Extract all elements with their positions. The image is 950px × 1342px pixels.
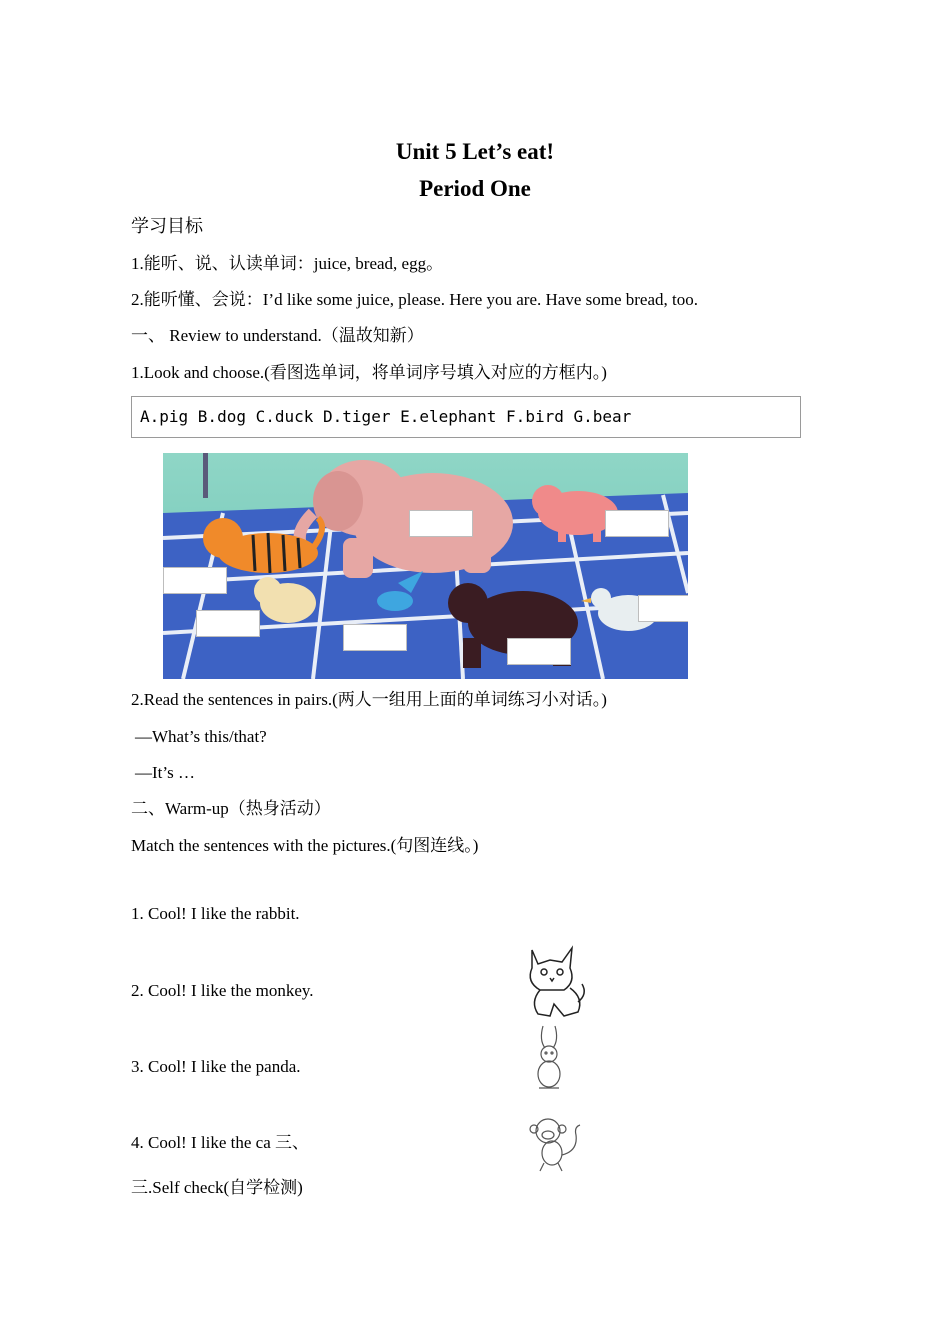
match-sentence-3: 3. Cool! I like the panda.	[131, 1057, 301, 1076]
unit-title: Unit 5 Let’s eat!	[395, 139, 555, 164]
answer-box-elephant[interactable]	[409, 510, 473, 537]
match-sentence-1: 1. Cool! I like the rabbit.	[131, 904, 300, 923]
answer-box-bear[interactable]	[507, 638, 571, 665]
monkey-picture	[528, 1115, 586, 1180]
section1-heading: 一、 Review to understand.（温故知新）	[131, 326, 424, 345]
task2-instruction: 2.Read the sentences in pairs.(两人一组用上面的单词练习小对话。)	[131, 690, 607, 709]
match-sentence-2: 2. Cool! I like the monkey.	[131, 981, 314, 1000]
match-instruction: Match the sentences with the pictures.(句图连线。)	[131, 836, 479, 855]
task1-instruction: 1.Look and choose.(看图选单词，将单词序号填入对应的方框内。)	[131, 363, 607, 382]
answer-box-bird[interactable]	[343, 624, 407, 651]
dialog-question: —What’s this/that?	[135, 727, 267, 746]
answer-box-duck[interactable]	[638, 595, 688, 622]
objective-1: 1.能听、说、认读单词：juice, bread, egg。	[131, 254, 444, 273]
period-title: Period One	[419, 176, 531, 201]
answer-box-tiger[interactable]	[163, 567, 227, 594]
section3-heading: 三.Self check(自学检测)	[131, 1178, 303, 1197]
dialog-answer: —It’s …	[135, 763, 195, 782]
match-sentence-4: 4. Cool! I like the ca 三、	[131, 1133, 309, 1152]
animal-scene-image	[163, 453, 688, 679]
answer-box-pig[interactable]	[605, 510, 669, 537]
answer-box-dog[interactable]	[196, 610, 260, 637]
word-options-box: A.pig B.dog C.duck D.tiger E.elephant F.bird G.bear	[131, 396, 801, 438]
cat-picture	[520, 942, 590, 1027]
objectives-heading: 学习目标	[131, 216, 203, 237]
rabbit-picture	[527, 1022, 572, 1099]
animal-scene-svg	[163, 453, 688, 679]
objective-2: 2.能听懂、会说：I’d like some juice, please. Here you are. Have some bread, too.	[131, 290, 698, 309]
section2-heading: 二、Warm-up（热身活动）	[131, 799, 331, 818]
